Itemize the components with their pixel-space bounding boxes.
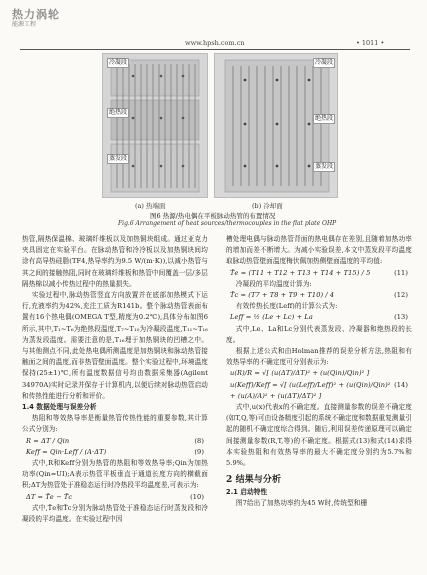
paragraph: 式中,R和Keff分别为热管的热阻和等效热导率;Qin为加热功率(Qin=UI);A表示热管平板垂直于通道长度方向的横截面积;ΔT为热管处于准稳态运行时冷热段平均温度差,可表示为: <box>22 459 208 490</box>
equation-body: u(Keff)/Keff = √[ (u(Leff)/Leff)² + (u(Qin)/Qin)² + (u(A)/A)² + (u(ΔT)/ΔT)² ] <box>230 380 391 400</box>
paragraph: 有效传热长度(Leff)的计算公式为: <box>235 302 338 311</box>
paragraph: 式中,Le、La和Lc分别代表蒸发段、冷凝器和绝热段的长度。 <box>226 324 412 344</box>
header-divider <box>20 49 410 50</box>
equation-delta-t <box>22 492 208 503</box>
paragraph: 式中,T̄e和T̄c分别为脉动热管处于准稳态运行时蒸发段和冷凝段的平均温度。在实验过程中因 <box>22 503 208 524</box>
paragraph: 冷凝段的平均温度计算为: <box>235 279 312 288</box>
equation-number: (10) <box>190 492 204 501</box>
figure-6a-heating-face <box>102 53 208 198</box>
page-number: • 1011 • <box>356 39 385 47</box>
heat-pipe-photo-a <box>103 54 207 197</box>
paragraph: 热阻和等效热导率是衡量热管传热性能的重要参数,其计算公式分别为: <box>22 414 208 434</box>
equation-number: (8) <box>194 436 204 445</box>
equation-body: R = ΔT / Qin <box>26 436 70 445</box>
section-heading-2-1: 2.1 启动特性 <box>226 488 268 497</box>
section-heading-1-4: 1.4 数据处理与误差分析 <box>22 403 97 412</box>
equation-body: T̄e = (T11 + T12 + T13 + T14 + T15) / 5 <box>230 268 371 277</box>
equation-8 <box>22 436 208 447</box>
equation-body: ΔT = T̄e − T̄c <box>26 492 73 501</box>
paragraph: 热管,隔热保温棉、玻璃纤维板以及加热铜块组成。通过亚克力夹具固定在实验平台。在脉动热管和冷冷板以及加热铜块间均涂有高导热硅脂(TF4,热导率约为9.5 W/(m·K)),以减小热管与其之间的接触热阻,同时在玻璃纤维板和热管中间覆盖一层/多层隔热棉以减小传热过程中的热量损失。 <box>22 235 208 288</box>
label-evaporator-a: 蒸发段 <box>109 155 128 162</box>
figure-caption-english: Fig.6 Arrangement of heat sources/thermocouples in the flat plate OHP <box>118 220 337 227</box>
journal-url: www.hpsh.com.cn <box>185 39 245 47</box>
section-heading-2: 2 结果与分析 <box>226 475 282 486</box>
paragraph: 实验过程中,脉动热管竖直方向放置并在底部加热模式下运行,充液率约为42%,充注工质为R141b。整个脉动热管表面布置有16个热电偶(OMEGA T型,精度为0.2℃),具体分布如图6所示,其中,T₁~T₆为绝热段温度,T₇~T₁₀为冷凝段温度,T₁₁~T₁₆为蒸发段温度。需要注意的是,T₁₆埋于加热铜块的凹槽之中。与其他测点不同,此处热电偶所测温度是加热铜块和脉动热管接触面之间的温度,而非热管壁面温度。整个实验过程中,环境温度保持(25±1)℃,所有温度数据信号均由数据采集器(Agilent 34970A)实时记录并保存于计算机内,以便后续对脉动热管启动和传热性能进行分析和评价。 <box>22 291 208 400</box>
paragraph: 槽处理电偶与脉动热管背面的热电偶存在差别,且随着加热功率的增加而差不断增大。为减小实验误差,本文中蒸发段平均温度取脉动热管壁面温度梅伏佩加热侧壁面温度的平均值: <box>226 235 412 266</box>
equation-number: (9) <box>194 447 204 456</box>
figure-subcaption-a: (a) 热端面 <box>135 202 166 210</box>
equation-number: (12) <box>394 291 408 300</box>
label-evaporator-b: 蒸发段 <box>315 163 334 170</box>
left-column <box>22 234 208 525</box>
equation-9 <box>22 447 208 458</box>
equation-12 <box>226 290 412 301</box>
equation-14b <box>226 380 412 402</box>
equation-13 <box>226 312 412 323</box>
journal-subtitle: 能源工程 <box>12 21 37 28</box>
equation-body: T̄c = (T7 + T8 + T9 + T10) / 4 <box>230 291 335 300</box>
label-adiabatic-a: 绝热段 <box>109 109 128 116</box>
paragraph: 图7给出了加热功率约为45 W时,传统型和栅 <box>235 499 368 508</box>
equation-number: (11) <box>394 268 408 277</box>
equation-11 <box>226 268 412 279</box>
heat-pipe-photo-b <box>215 54 337 197</box>
equation-number: (14) <box>394 380 408 389</box>
figure-subcaption-b: (b) 冷却面 <box>252 202 283 210</box>
equation-number: (13) <box>394 313 408 322</box>
equation-body: u(R)/R = √[ (u(ΔT)/ΔT)² + (u(Qin)/Qin)² ] <box>230 369 370 378</box>
equation-body: Leff = ½ (Le + Lc) + La <box>230 313 313 322</box>
figure-6b-cooling-face <box>214 53 338 198</box>
label-condenser-a: 冷凝段 <box>109 59 128 66</box>
paragraph: 根据上述公式和由Holman推荐的误差分析方法,热阻和有效热导率的不确定度可分别表示为: <box>226 347 412 367</box>
label-adiabatic-b: 绝热段 <box>315 115 334 122</box>
journal-logo: 热力涡轮 <box>12 8 60 21</box>
label-condenser-b: 冷凝段 <box>315 59 334 66</box>
right-column <box>226 234 412 510</box>
figure-caption-chinese: 图6 热源/热电偶在平板脉动热管的布置情况 <box>150 212 276 220</box>
equation-14a <box>226 368 412 379</box>
equation-body: Keff = Qin·Leff / (A·ΔT) <box>26 447 107 456</box>
paragraph: 式中,u(x)代表x的不确定度。直接测量参数的误差不确定度(如T,Q,等)可由设备精度引起的系统不确定度和数据重复测量引起的随机不确定度综合得到。随后,利用误差传递原理可以确定间接测量参数(R,T,等)的不确定度。根据式(13)和式(14)求得本实验热阻和有效热导率的最大不确定度分别约为5.7%和5.9%。 <box>226 403 412 468</box>
